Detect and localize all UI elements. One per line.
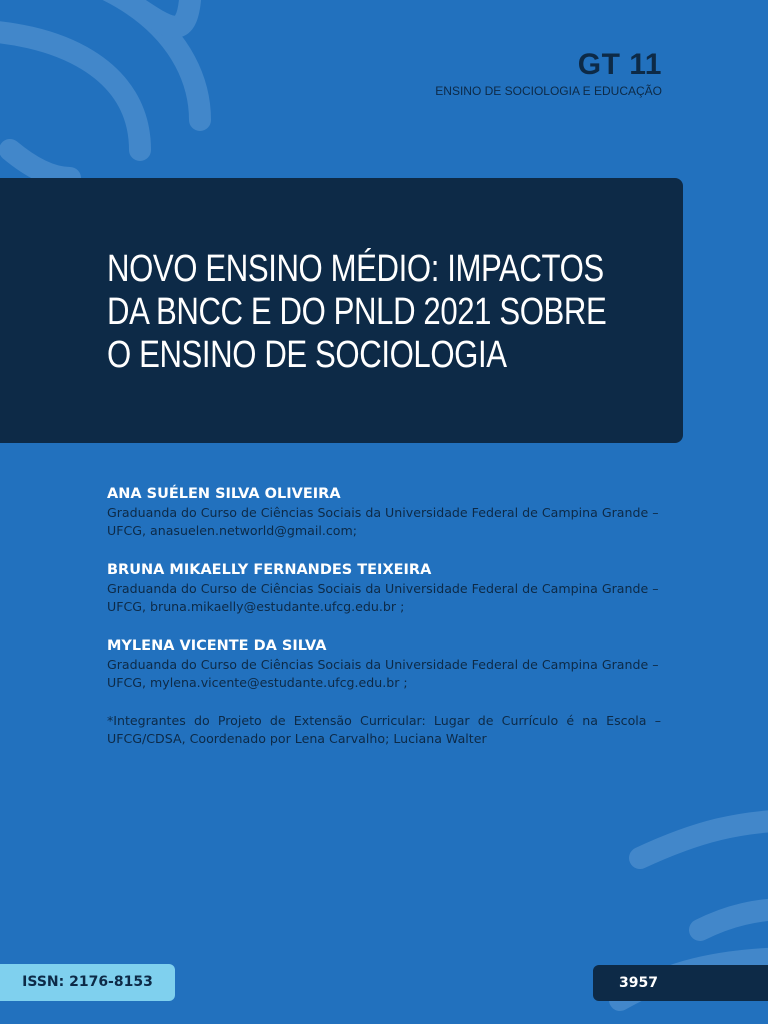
author-name: BRUNA MIKAELLY FERNANDES TEIXEIRA <box>107 562 432 578</box>
title-line: NOVO ENSINO MÉDIO: IMPACTOS <box>107 248 604 290</box>
author-entry <box>107 484 661 540</box>
author-entry <box>107 636 661 692</box>
issn-badge: ISSN: 2176-8153 <box>0 964 175 1001</box>
author-name: MYLENA VICENTE DA SILVA <box>107 638 327 654</box>
author-affiliation: Graduanda do Curso de Ciências Sociais da Universidade Federal de Campina Grande – UFCG, mylena.vicente@estudante.ufcg.edu.br ; <box>107 657 659 690</box>
title-panel <box>0 178 683 443</box>
page-number: 3957 <box>593 965 768 1001</box>
working-group-header <box>435 48 662 98</box>
page-title <box>107 248 607 377</box>
author-name: ANA SUÉLEN SILVA OLIVEIRA <box>107 486 341 502</box>
author-list <box>107 484 661 748</box>
title-line: DA BNCC E DO PNLD 2021 SOBRE <box>107 291 607 333</box>
gt-number: GT 11 <box>577 48 662 81</box>
project-note: *Integrantes do Projeto de Extensão Curricular: Lugar de Currículo é na Escola – UFCG/CDSA, Coordenado por Lena Carvalho; Luciana Walter <box>107 713 661 746</box>
gt-subtitle: ENSINO DE SOCIOLOGIA E EDUCAÇÃO <box>435 84 662 98</box>
author-entry <box>107 560 661 616</box>
author-affiliation: Graduanda do Curso de Ciências Sociais da Universidade Federal de Campina Grande – UFCG, bruna.mikaelly@estudante.ufcg.edu.br ; <box>107 581 659 614</box>
title-line: O ENSINO DE SOCIOLOGIA <box>107 334 507 376</box>
author-affiliation: Graduanda do Curso de Ciências Sociais da Universidade Federal de Campina Grande – UFCG, anasuelen.networld@gmail.com; <box>107 505 659 538</box>
